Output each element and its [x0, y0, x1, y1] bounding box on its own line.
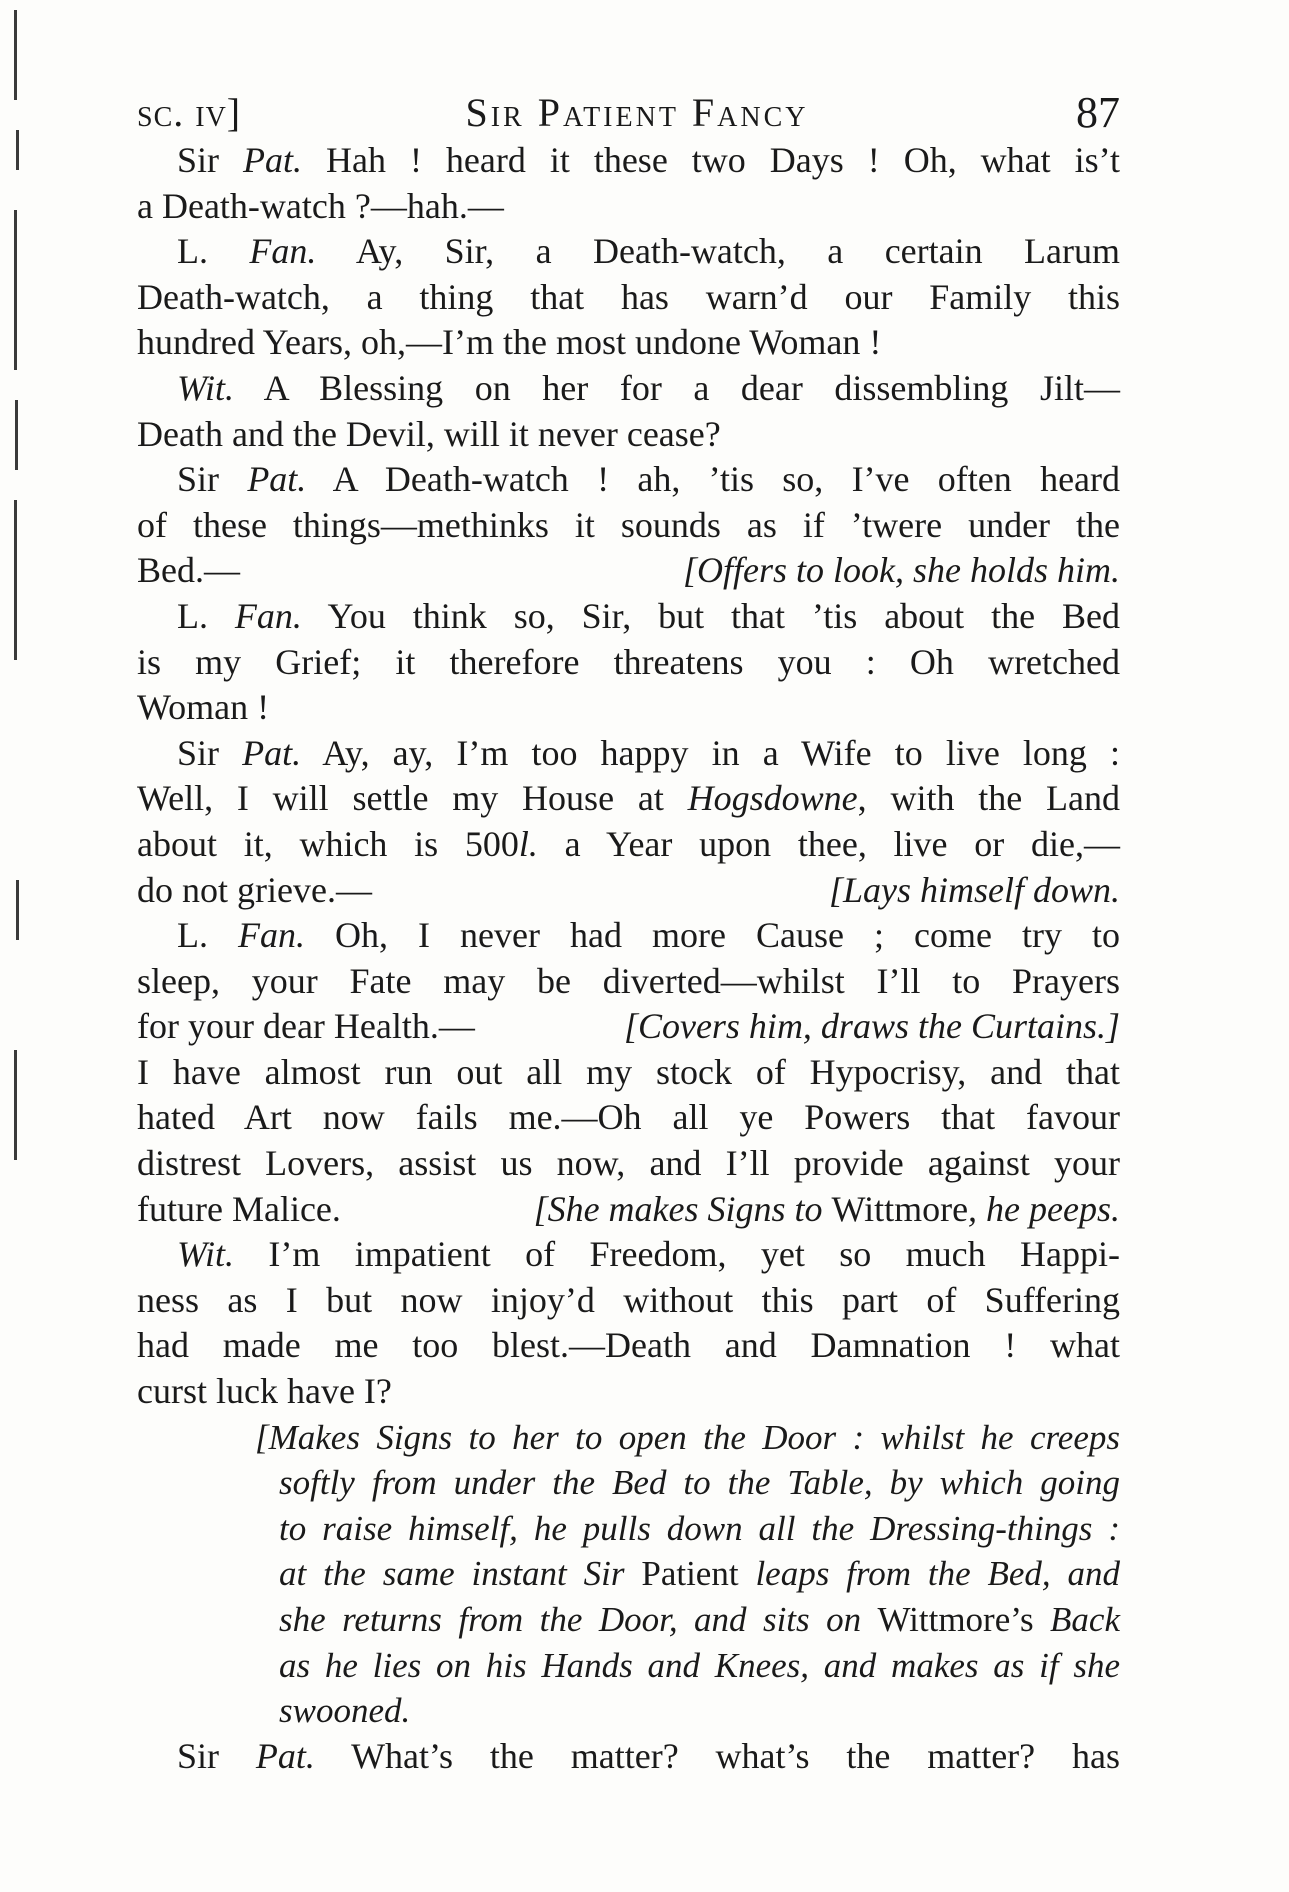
text-line: for your dear Health.— [Covers him, draws the Curtains.]: [137, 1004, 1120, 1050]
stage-line: as he lies on his Hands and Knees, and makes as if she: [279, 1645, 1120, 1685]
speech-sir-patient-4: [137, 1734, 1120, 1780]
text-line: ness as I but now injoy’d without this part of Suffering: [137, 1279, 1120, 1320]
text-line: of these things—methinks it sounds as if ’twere under the: [137, 504, 1120, 545]
speech-wittmore-2: [137, 1232, 1120, 1414]
scan-gutter-edge: [14, 0, 24, 1892]
text-line: Wit. I’m impatient of Freedom, yet so much Happi-: [177, 1234, 1120, 1275]
text-line: curst luck have I?: [137, 1371, 392, 1412]
speaker-name: Pat.: [242, 732, 302, 773]
page-text: [137, 138, 1120, 1779]
speech-wittmore-1: [137, 366, 1120, 457]
text-line: Sir Pat. What’s the matter? what’s the matter? has: [177, 1735, 1120, 1776]
speaker-name: Wit.: [177, 367, 235, 408]
text-line: a Death-watch ?—hah.—: [137, 185, 504, 226]
text-line: Bed.— [Offers to look, she holds him.: [137, 548, 1120, 594]
text-line: Death-watch, a thing that has warn’d our Family this: [137, 276, 1120, 317]
stage-direction: [Covers him, draws the Curtains.]: [623, 1006, 1120, 1047]
text-line: L. Fan. Ay, Sir, a Death-watch, a certain Larum: [177, 231, 1120, 272]
speech-sir-patient-1: [137, 138, 1120, 229]
stage-line: to raise himself, he pulls down all the Dressing-things :: [279, 1508, 1120, 1548]
text-line: Sir Pat. Hah ! heard it these two Days ! Oh, what is’t: [177, 140, 1120, 180]
text-line: Wit. A Blessing on her for a dear dissembling Jilt—: [177, 367, 1120, 408]
stage-line: she returns from the Door, and sits on Wittmore’s Back: [279, 1600, 1120, 1639]
text-line: future Malice. [She makes Signs to Wittmore, he peeps.: [137, 1187, 1120, 1233]
speaker-name: Pat.: [255, 1735, 315, 1776]
place-name: Hogsdowne: [687, 778, 858, 819]
running-title: Sir Patient Fancy: [465, 90, 809, 135]
speech-sir-patient-2: [137, 457, 1120, 594]
text-line: had made me too blest.—Death and Damnation ! what: [137, 1325, 1120, 1366]
text-line: Death and the Devil, will it never cease?: [137, 413, 721, 454]
speaker-name: Fan.: [234, 595, 302, 636]
text-line: distrest Lovers, assist us now, and I’ll provide against your: [137, 1143, 1120, 1184]
character-name: Wittmore: [831, 1188, 969, 1229]
text-line: I have almost run out all my stock of Hypocrisy, and that: [137, 1051, 1120, 1092]
text-line: hated Art now fails me.—Oh all ye Powers that favour: [137, 1097, 1120, 1138]
text-line: Woman !: [137, 687, 270, 728]
speech-lady-fancy-1: [137, 229, 1120, 366]
stage-direction: [Offers to look, she holds him.: [683, 550, 1120, 591]
speaker-name: Pat.: [243, 140, 302, 180]
stage-direction: [Lays himself down.: [828, 869, 1120, 910]
text-line: is my Grief; it therefore threatens you : Oh wretched: [137, 641, 1120, 682]
stage-direction-block: [137, 1415, 1120, 1734]
character-name: Wittmore’s: [877, 1600, 1034, 1639]
text-line: L. Fan. You think so, Sir, but that ’tis about the Bed: [177, 595, 1120, 636]
text-line: Sir Pat. A Death-watch ! ah, ’tis so, I’ve often heard: [177, 459, 1121, 500]
text-line: L. Fan. Oh, I never had more Cause ; come try to: [177, 915, 1120, 956]
section-label: sc. iv]: [137, 90, 242, 135]
stage-line: softly from under the Bed to the Table, by which going: [279, 1463, 1120, 1503]
character-name: Patient: [641, 1554, 739, 1594]
stage-direction: [She makes Signs to Wittmore, he peeps.: [533, 1188, 1120, 1229]
stage-line: swooned.: [279, 1691, 411, 1731]
speaker-name: Wit.: [177, 1234, 235, 1275]
speech-sir-patient-3: [137, 731, 1120, 913]
text-line: hundred Years, oh,—I’m the most undone Woman !: [137, 322, 882, 363]
speech-lady-fancy-2: [137, 594, 1120, 731]
speech-lady-fancy-3: [137, 913, 1120, 1232]
speaker-name: Pat.: [247, 459, 307, 500]
speaker-name: Fan.: [249, 231, 317, 272]
stage-line: at the same instant Sir Patient leaps from the Bed, and: [279, 1554, 1120, 1594]
running-header: [137, 83, 1120, 143]
speaker-name: Fan.: [238, 915, 306, 956]
text-line: sleep, your Fate may be diverted—whilst I’ll to Prayers: [137, 960, 1120, 1001]
text-line: about it, which is 500l. a Year upon thee, live or die,—: [137, 823, 1120, 864]
text-line: Well, I will settle my House at Hogsdowne, with the Land: [137, 778, 1121, 819]
page-number: 87: [1076, 88, 1120, 137]
text-line: Sir Pat. Ay, ay, I’m too happy in a Wife to live long :: [177, 732, 1120, 773]
stage-line: [Makes Signs to her to open the Door : whilst he creeps: [255, 1417, 1120, 1457]
text-line: do not grieve.— [Lays himself down.: [137, 868, 1120, 914]
